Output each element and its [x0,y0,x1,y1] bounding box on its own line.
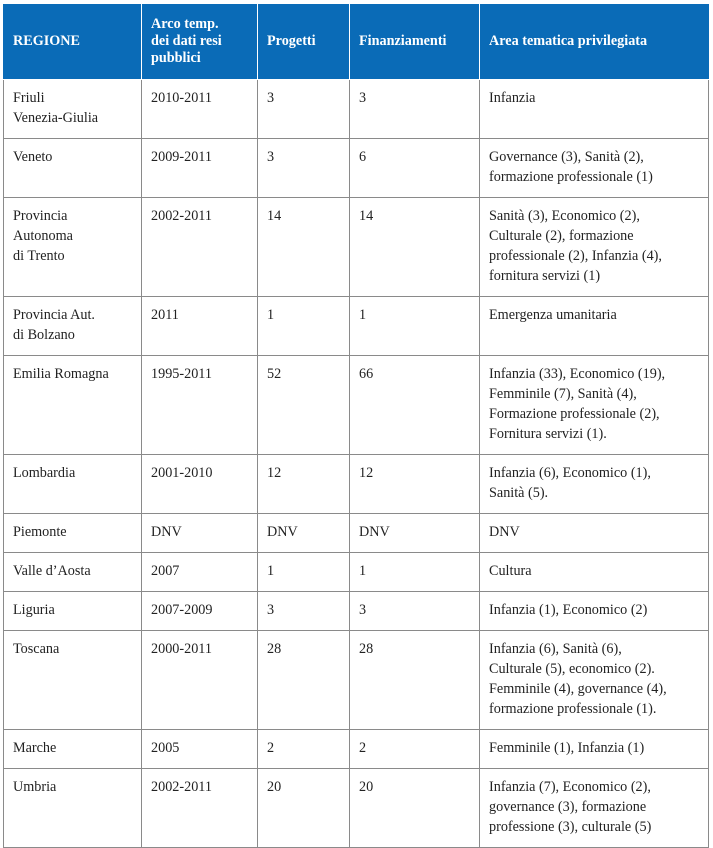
cell-region: Umbria [4,769,142,848]
cell-area: Sanità (3), Economico (2), Culturale (2), formazione professionale (2), Infanzia (4), fornitura servizi (1) [480,198,709,297]
cell-region: Liguria [4,592,142,631]
cell-period: 2002-2011 [142,769,258,848]
cell-region: Friuli Venezia-Giulia [4,80,142,139]
cell-region: Toscana [4,631,142,730]
cell-period: 2011 [142,297,258,356]
table-row [4,297,709,356]
cell-projects: 20 [258,769,350,848]
cell-projects: DNV [258,514,350,553]
header-region: REGIONE [4,5,142,80]
cell-period: 2007-2009 [142,592,258,631]
table-row [4,356,709,455]
cell-area: Governance (3), Sanità (2), formazione professionale (1) [480,139,709,198]
header-area: Area tematica privilegiata [480,5,709,80]
cell-funding: 66 [350,356,480,455]
table-row [4,769,709,848]
cell-period: 1995-2011 [142,356,258,455]
table-row [4,198,709,297]
cell-funding: 1 [350,553,480,592]
cell-area: Infanzia (7), Economico (2), governance (3), formazione professione (3), culturale (5) [480,769,709,848]
cell-funding: 2 [350,730,480,769]
cell-funding: 3 [350,80,480,139]
cell-projects: 52 [258,356,350,455]
cell-projects: 28 [258,631,350,730]
cell-area: Femminile (1), Infanzia (1) [480,730,709,769]
cell-region: Piemonte [4,514,142,553]
cell-area: DNV [480,514,709,553]
cell-area: Infanzia (6), Economico (1), Sanità (5). [480,455,709,514]
table-row [4,553,709,592]
cell-region: Provincia Autonoma di Trento [4,198,142,297]
cell-funding: 20 [350,769,480,848]
cell-area: Infanzia [480,80,709,139]
cell-period: 2005 [142,730,258,769]
cell-area: Infanzia (33), Economico (19), Femminile (7), Sanità (4), Formazione professionale (2), Fornitura servizi (1). [480,356,709,455]
header-funding: Finanziamenti [350,5,480,80]
cell-area: Infanzia (1), Economico (2) [480,592,709,631]
header-projects: Progetti [258,5,350,80]
cell-period: 2002-2011 [142,198,258,297]
cell-period: 2007 [142,553,258,592]
cell-period: 2009-2011 [142,139,258,198]
table-row [4,139,709,198]
cell-region: Veneto [4,139,142,198]
cell-funding: 1 [350,297,480,356]
cell-projects: 2 [258,730,350,769]
cell-projects: 3 [258,592,350,631]
cell-funding: 3 [350,592,480,631]
cell-area: Cultura [480,553,709,592]
cell-funding: 12 [350,455,480,514]
cell-funding: DNV [350,514,480,553]
cell-funding: 6 [350,139,480,198]
cell-projects: 12 [258,455,350,514]
table-header-row [4,5,709,80]
cell-period: 2000-2011 [142,631,258,730]
cell-funding: 28 [350,631,480,730]
cell-region: Emilia Romagna [4,356,142,455]
cell-projects: 14 [258,198,350,297]
cell-period: 2010-2011 [142,80,258,139]
table-row [4,592,709,631]
header-period: Arco temp. dei dati resi pubblici [142,5,258,80]
cell-period: DNV [142,514,258,553]
regional-projects-table [3,4,709,848]
table-row [4,730,709,769]
cell-period: 2001-2010 [142,455,258,514]
cell-funding: 14 [350,198,480,297]
cell-projects: 3 [258,139,350,198]
cell-projects: 3 [258,80,350,139]
table-row [4,514,709,553]
cell-projects: 1 [258,553,350,592]
table-row [4,631,709,730]
cell-area: Emergenza umanitaria [480,297,709,356]
cell-area: Infanzia (6), Sanità (6), Culturale (5), economico (2). Femminile (4), governance (4), formazione professionale (1). [480,631,709,730]
cell-region: Valle d’Aosta [4,553,142,592]
cell-projects: 1 [258,297,350,356]
cell-region: Lombardia [4,455,142,514]
table-row [4,455,709,514]
cell-region: Provincia Aut. di Bolzano [4,297,142,356]
cell-region: Marche [4,730,142,769]
table-row [4,80,709,139]
